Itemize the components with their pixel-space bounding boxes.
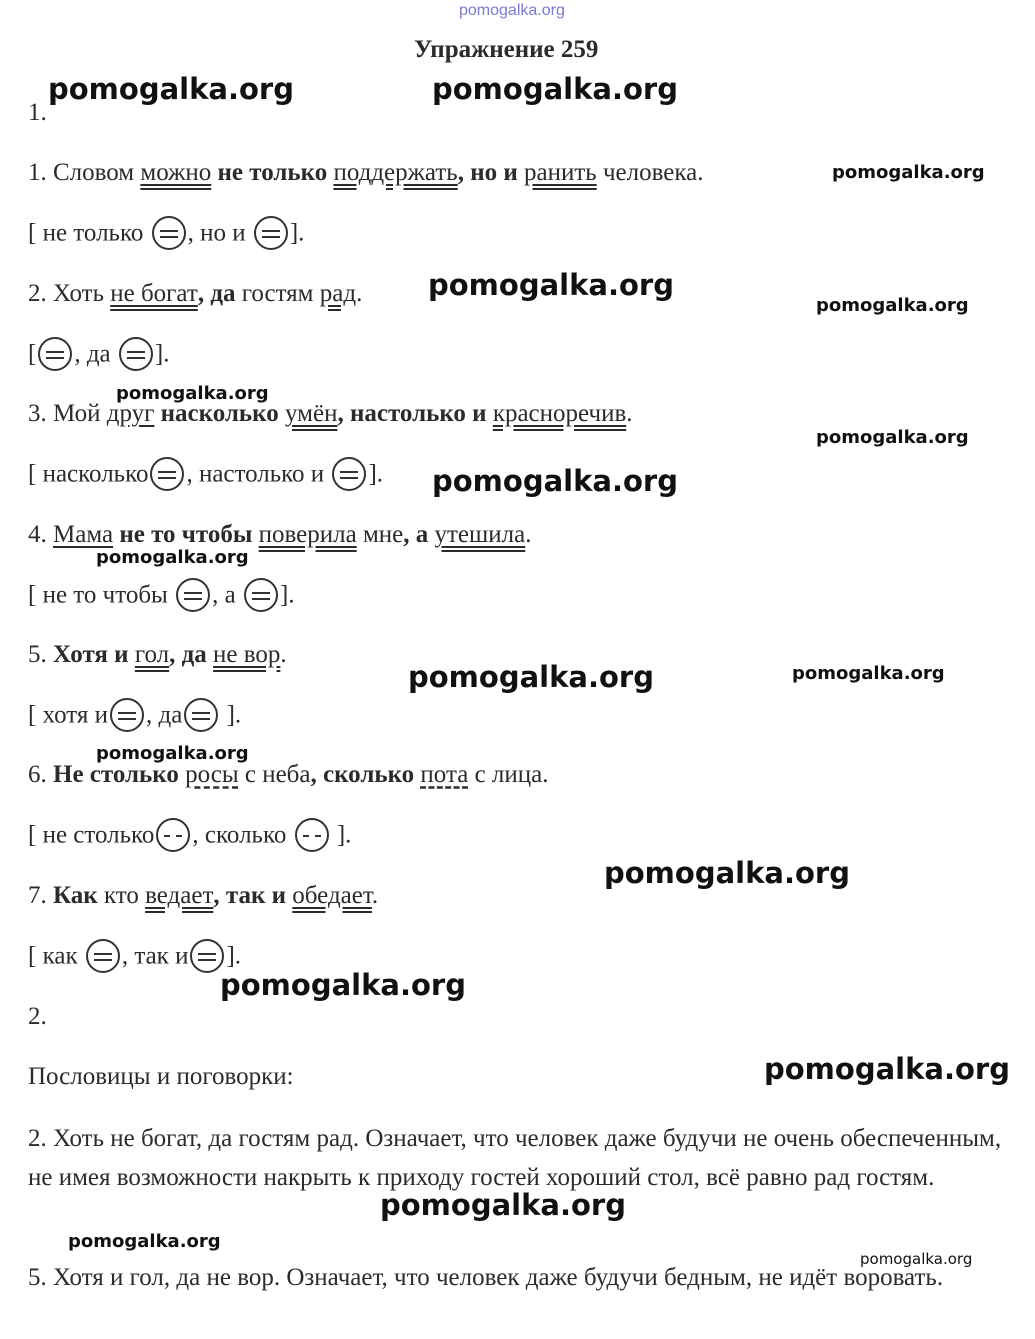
word-predicate: красноречив	[492, 400, 627, 427]
predicate-circle-icon	[38, 337, 72, 371]
word-adverb: можно	[140, 159, 212, 186]
word: .	[626, 400, 633, 427]
word-predicate: гол	[134, 641, 170, 668]
word-predicate: обедает	[292, 882, 372, 909]
word: мне	[362, 521, 404, 548]
watermark: pomogalka.org	[604, 856, 850, 890]
predicate-circle-icon	[332, 457, 366, 491]
word-subject: Мама	[53, 521, 114, 548]
word-subject: пота	[420, 761, 469, 788]
word-predicate: поддержать	[333, 159, 458, 186]
page-title: Упражнение 259	[414, 36, 599, 63]
sentence-7	[28, 881, 378, 911]
word: Словом	[53, 159, 135, 186]
section-number-2: 2.	[28, 1003, 47, 1030]
word: .	[280, 641, 287, 668]
conjunction: Как	[53, 882, 98, 909]
conjunction: , сколько	[310, 761, 415, 788]
scheme-text: ].	[226, 701, 242, 729]
watermark: pomogalka.org	[116, 383, 269, 404]
scheme-text: ].	[289, 219, 305, 247]
sentence-5	[28, 640, 287, 670]
scheme-text: , да	[74, 340, 111, 368]
word: .	[356, 280, 363, 307]
predicate-circle-icon	[254, 216, 288, 250]
proverb-explanation-2: 5. Хотя и гол, да не вор. Означает, что человек даже будучи бедным, не идёт воровать.	[28, 1264, 944, 1291]
watermark: pomogalka.org	[816, 427, 969, 448]
watermark: pomogalka.org	[96, 547, 249, 568]
section-number-1: 1.	[28, 99, 47, 126]
sentence-number: 2.	[28, 280, 47, 307]
watermark-top: pomogalka.org	[459, 2, 565, 19]
predicate-circle-icon	[86, 939, 120, 973]
sentence-number: 3.	[28, 400, 47, 427]
word: .	[525, 521, 532, 548]
sentence-1	[28, 158, 703, 188]
word-predicate: рад	[319, 280, 357, 307]
sentence-6	[28, 760, 549, 790]
conjunction: , а	[403, 521, 429, 548]
word: с неба	[244, 761, 311, 788]
scheme-5	[28, 700, 241, 734]
predicate-circle-icon	[150, 457, 184, 491]
conjunction: Не столько	[53, 761, 179, 788]
watermark: pomogalka.org	[96, 743, 249, 764]
watermark: pomogalka.org	[428, 268, 674, 302]
watermark: pomogalka.org	[220, 968, 466, 1002]
sentence-number: 1.	[28, 159, 47, 186]
predicate-circle-icon	[110, 698, 144, 732]
scheme-text: , так и	[121, 942, 189, 970]
conjunction: , так и	[213, 882, 287, 909]
conjunction: не только	[217, 159, 328, 186]
word: кто	[103, 882, 139, 909]
conjunction: , да	[169, 641, 207, 668]
word: Хоть	[53, 280, 104, 307]
word: человека.	[602, 159, 704, 186]
word: с лица.	[474, 761, 549, 788]
conjunction: , но и	[457, 159, 518, 186]
predicate-circle-icon	[176, 578, 210, 612]
scheme-text: , настолько и	[186, 460, 325, 488]
word: Мой	[53, 400, 101, 427]
dashed-circle-icon	[295, 818, 329, 852]
scheme-text: , но и	[187, 219, 246, 247]
word-subject: друг	[106, 400, 155, 427]
scheme-text: ].	[336, 821, 352, 849]
scheme-text: , да	[146, 701, 183, 729]
scheme-text: , а	[212, 581, 236, 609]
dashed-circle-icon	[156, 818, 190, 852]
word: гостям	[241, 280, 314, 307]
sentence-number: 4.	[28, 521, 47, 548]
sentence-2	[28, 279, 362, 309]
scheme-4	[28, 580, 295, 614]
sentence-number: 7.	[28, 882, 47, 909]
word-predicate: поверила	[258, 521, 357, 548]
scheme-1	[28, 218, 304, 252]
word-predicate: ранить	[524, 159, 597, 186]
scheme-text: ].	[154, 340, 170, 368]
scheme-text: [ насколько	[28, 460, 149, 488]
scheme-text: [ хотя и	[28, 701, 109, 729]
watermark: pomogalka.org	[816, 295, 969, 316]
scheme-2	[28, 339, 169, 373]
predicate-circle-icon	[184, 698, 218, 732]
scheme-3	[28, 459, 383, 493]
watermark: pomogalka.org	[764, 1052, 1010, 1086]
sentence-4	[28, 520, 531, 550]
scheme-text: ].	[279, 581, 295, 609]
conjunction: не то чтобы	[119, 521, 253, 548]
scheme-7	[28, 941, 241, 975]
conjunction: , настолько и	[337, 400, 487, 427]
word-predicate: ведает	[145, 882, 214, 909]
word-predicate: утешила	[434, 521, 526, 548]
watermark: pomogalka.org	[832, 162, 985, 183]
predicate-circle-icon	[152, 216, 186, 250]
predicate-circle-icon	[244, 578, 278, 612]
scheme-6	[28, 820, 351, 854]
scheme-text: [	[28, 340, 37, 368]
proverb-explanation-1: 2. Хоть не богат, да гостям рад. Означает, что человек даже будучи не очень обеспеченным, не имея возможности накрыть к приходу гостей хороший стол, всё равно рад гостям.	[28, 1125, 1002, 1191]
word-subject: росы	[185, 761, 239, 788]
watermark: pomogalka.org	[408, 660, 654, 694]
conjunction: , да	[197, 280, 236, 307]
watermark: pomogalka.org	[380, 1188, 626, 1222]
scheme-text: [ не столько	[28, 821, 155, 849]
sentence-number: 6.	[28, 761, 47, 788]
watermark: pomogalka.org	[432, 72, 678, 106]
watermark: pomogalka.org	[792, 663, 945, 684]
predicate-circle-icon	[119, 337, 153, 371]
scheme-text: ].	[368, 460, 384, 488]
word-predicate: умён	[284, 400, 338, 427]
scheme-text: [ как	[28, 942, 78, 970]
word-predicate: не вор	[213, 641, 281, 668]
scheme-text: [ не то чтобы	[28, 581, 168, 609]
sentence-number: 5.	[28, 641, 47, 668]
watermark: pomogalka.org	[48, 72, 294, 106]
conjunction: Хотя и	[53, 641, 129, 668]
watermark: pomogalka.org	[860, 1250, 973, 1268]
watermark: pomogalka.org	[432, 464, 678, 498]
conjunction: насколько	[160, 400, 279, 427]
scheme-text: ].	[226, 942, 242, 970]
proverbs-heading: Пословицы и поговорки:	[28, 1063, 294, 1090]
word: .	[371, 882, 379, 909]
scheme-text: [ не только	[28, 219, 144, 247]
watermark: pomogalka.org	[68, 1231, 221, 1252]
word-predicate: не богат	[110, 280, 198, 307]
scheme-text: , сколько	[192, 821, 287, 849]
